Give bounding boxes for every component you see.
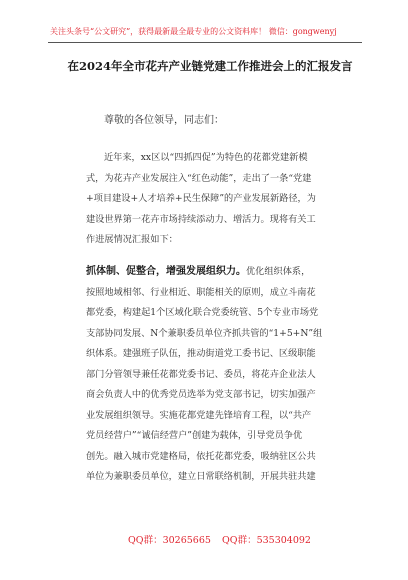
paragraph-line: 作进展情况汇报如下： — [86, 234, 178, 245]
salutation: 尊敬的各位领导，同志们： — [104, 115, 224, 126]
paragraph-line: 单位为兼职委员单位，建立日常联络机制，开展共驻共建 — [86, 471, 316, 482]
paragraph-line: +项目建设+人才培养+民生保障”的产业发展新路径，为 — [86, 193, 316, 204]
paragraph-line: 织体系。建强班子队伍，推动街道党工委书记、区级职能 — [86, 348, 316, 359]
paragraph-section-1 — [86, 262, 358, 488]
header-divider — [48, 42, 362, 43]
paragraph-line: 商会负责人中的优秀党员选举为党支部书记，切实加强产 — [86, 389, 316, 400]
paragraph-line — [86, 262, 358, 283]
paragraph-line: 业发展组织领导。实施花都党建先锋培育工程，以“共产 — [86, 409, 312, 421]
paragraph-line: 建设世界第一花卉市场持续添动力、增活力。现将有关工 — [86, 213, 316, 225]
section-heading: 抓体制、促整合，增强发展组织力。 — [86, 266, 246, 277]
header-banner: 关注头条号“公文研究”，获得最新最全最专业的公文资料库！ 微信：gongwenyj — [50, 27, 337, 36]
paragraph-line: 创先。融入城市党建格局，依托花都党委，吸纳驻区公共 — [86, 450, 316, 462]
paragraph-line: 部门分管领导兼任花都党委书记、委员，将花卉企业法人 — [86, 368, 316, 380]
paragraph-line: 式，为花卉产业发展注入“红色动能”，走出了一条“党建 — [86, 172, 312, 184]
paragraph-text: 优化组织体系， — [246, 266, 311, 277]
paragraph-line: 按照地域相邻、行业相近、职能相关的原则，成立斗南花 — [86, 286, 316, 298]
footer-qq-group-2: QQ群：535304092 — [222, 535, 311, 546]
paragraph-line: 都党委，构建起1个区域化联合党委统管、5个专业市场党 — [86, 307, 319, 318]
document-title: 在2024年全市花卉产业链党建工作推进会上的汇报发言 — [67, 59, 353, 73]
paragraph-line: 近年来，xx区以“四抓四促”为特色的花都党建新模 — [104, 152, 308, 163]
paragraph-line: 支部协同发展、N个兼职委员单位齐抓共管的“1+5+N”组 — [86, 327, 323, 339]
paragraph-intro — [86, 148, 358, 251]
footer-qq-group-1: QQ群：30265665 — [128, 535, 211, 546]
paragraph-line: 党员经营户”“诚信经营户”创建为载体，引导党员争优 — [86, 430, 303, 441]
